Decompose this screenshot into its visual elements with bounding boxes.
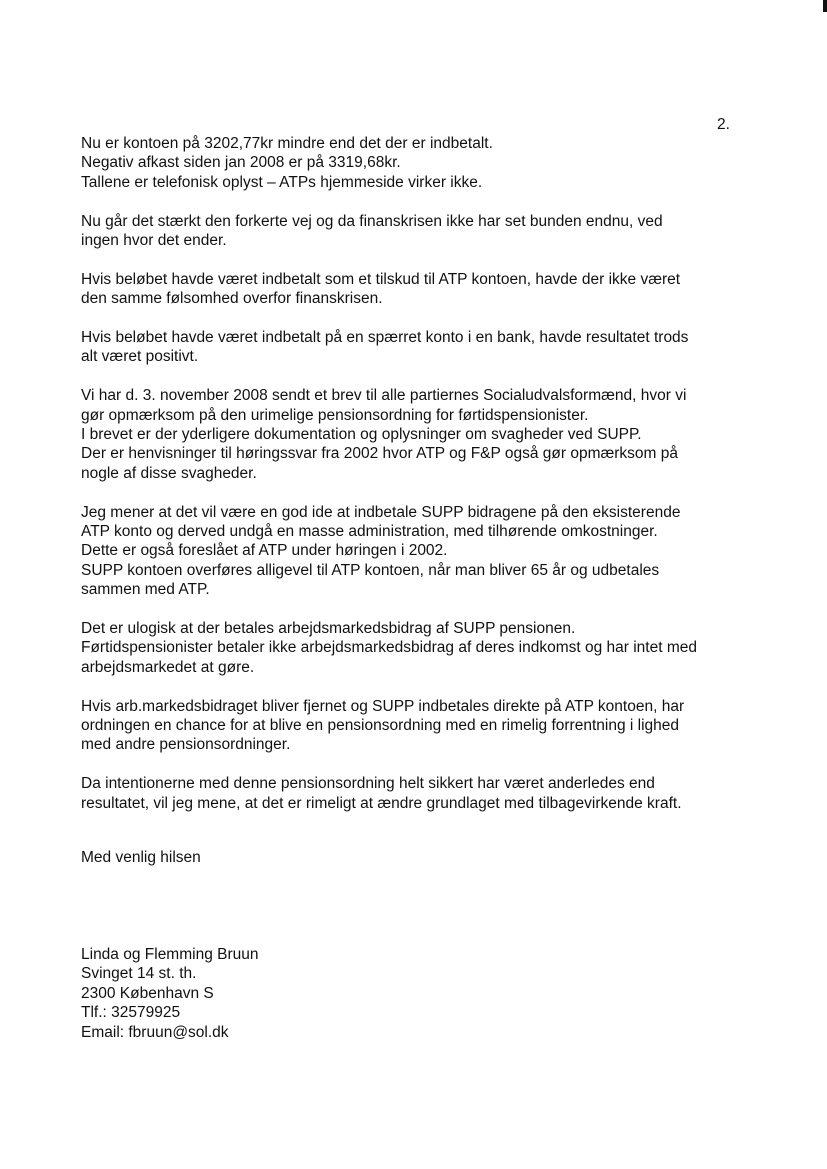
paragraph-account-balance bbox=[81, 134, 761, 192]
scan-edge-mark bbox=[823, 0, 827, 12]
text-line: gør opmærksom på den urimelige pensionsordning for førtidspensionister. bbox=[81, 406, 589, 424]
text-line: Dette er også foreslået af ATP under høringen i 2002. bbox=[81, 542, 448, 560]
sender-street: Svinget 14 st. th. bbox=[81, 965, 197, 983]
signature-block bbox=[81, 945, 259, 1042]
text-line: Da intentionerne med denne pensionsordning helt sikkert har været anderledes end bbox=[81, 775, 655, 793]
text-line: Førtidspensionister betaler ikke arbejdsmarkedsbidrag af deres indkomst og har intet med bbox=[81, 639, 697, 657]
paragraph-wrong-direction bbox=[81, 212, 761, 251]
text-line: ATP konto og derved undgå en masse administration, med tilhørende omkostninger. bbox=[81, 523, 658, 541]
text-line: resultatet, vil jeg mene, at det er rimeligt at ændre grundlaget med tilbagevirkende kraft. bbox=[81, 794, 682, 812]
paragraph-letter-sent bbox=[81, 386, 761, 483]
text-line: Det er ulogisk at der betales arbejdsmarkedsbidrag af SUPP pensionen. bbox=[81, 620, 576, 638]
letter-body bbox=[81, 134, 761, 832]
paragraph-bank-account bbox=[81, 328, 761, 367]
text-line: alt været positivt. bbox=[81, 348, 199, 366]
paragraph-atp-supplement bbox=[81, 270, 761, 309]
text-line: Hvis beløbet havde været indbetalt på en spærret konto i en bank, havde resultatet trods bbox=[81, 329, 689, 347]
text-line: sammen med ATP. bbox=[81, 581, 210, 599]
text-line: Jeg mener at det vil være en god ide at indbetale SUPP bidragene på den eksisterende bbox=[81, 503, 681, 521]
text-line: Hvis beløbet havde været indbetalt som et tilskud til ATP kontoen, havde der ikke været bbox=[81, 270, 681, 288]
text-line: den samme følsomhed overfor finanskrisen. bbox=[81, 290, 383, 308]
text-line: ordningen en chance for at blive en pensionsordning med en rimelig forrentning i lighed bbox=[81, 717, 679, 735]
text-line: med andre pensionsordninger. bbox=[81, 736, 291, 754]
paragraph-retroactive bbox=[81, 774, 761, 813]
text-line: ingen hvor det ender. bbox=[81, 232, 227, 250]
text-line: Negativ afkast siden jan 2008 er på 3319,68kr. bbox=[81, 154, 401, 172]
text-line: nogle af disse svagheder. bbox=[81, 464, 257, 482]
text-line: Vi har d. 3. november 2008 sendt et brev til alle partiernes Socialudvalsformænd, hvor vi bbox=[81, 387, 687, 405]
paragraph-direct-payment bbox=[81, 697, 761, 755]
paragraph-proposal bbox=[81, 503, 761, 600]
text-line: I brevet er der yderligere dokumentation og oplysninger om svagheder ved SUPP. bbox=[81, 426, 642, 444]
page-number: 2. bbox=[717, 116, 730, 133]
text-line: Tallene er telefonisk oplyst – ATPs hjemmeside virker ikke. bbox=[81, 173, 483, 191]
sender-email: Email: fbruun@sol.dk bbox=[81, 1023, 229, 1041]
paragraph-labour-contribution bbox=[81, 619, 761, 677]
closing-salutation: Med venlig hilsen bbox=[81, 849, 201, 866]
text-line: Der er henvisninger til høringssvar fra 2002 hvor ATP og F&P også gør opmærksom på bbox=[81, 445, 679, 463]
text-line: arbejdsmarkedet at gøre. bbox=[81, 658, 255, 676]
sender-city: 2300 København S bbox=[81, 984, 214, 1002]
text-line: Nu går det stærkt den forkerte vej og da finanskrisen ikke har set bunden endnu, ved bbox=[81, 212, 663, 230]
text-line: SUPP kontoen overføres alligevel til ATP kontoen, når man bliver 65 år og udbetales bbox=[81, 561, 660, 579]
text-line: Hvis arb.markedsbidraget bliver fjernet og SUPP indbetales direkte på ATP kontoen, har bbox=[81, 697, 685, 715]
text-line: Nu er kontoen på 3202,77kr mindre end det der er indbetalt. bbox=[81, 135, 493, 152]
sender-phone: Tlf.: 32579925 bbox=[81, 1004, 181, 1022]
sender-name: Linda og Flemming Bruun bbox=[81, 946, 259, 963]
